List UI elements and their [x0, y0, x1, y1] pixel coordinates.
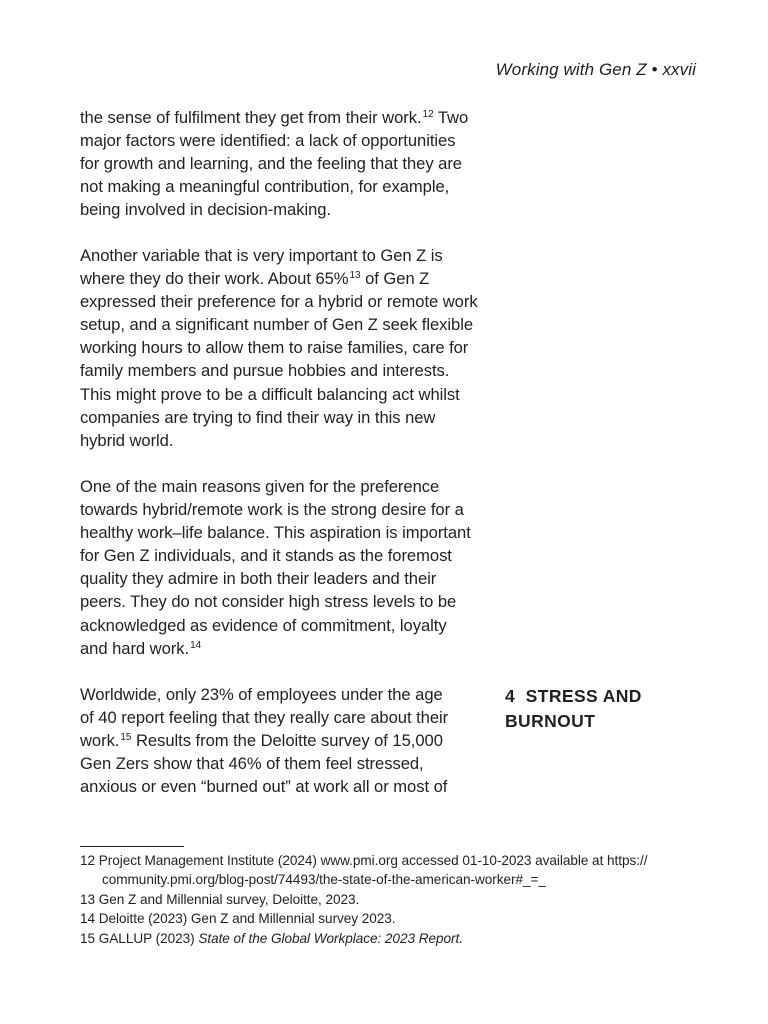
text-line — [80, 129, 490, 152]
line-text: not making a meaningful contribution, for example, — [80, 177, 450, 197]
footnote-15 — [80, 929, 710, 948]
footnote-number: 12 — [80, 853, 96, 868]
line-text: major factors were identified: a lack of opportunities — [80, 131, 456, 151]
text-line — [80, 290, 490, 313]
text-line — [80, 775, 490, 798]
text-line — [80, 359, 490, 382]
line-text: being involved in decision-making. — [80, 200, 332, 220]
line-text: and hard work. — [80, 638, 190, 658]
text-line — [80, 313, 490, 336]
footnote-text: Deloitte (2023) Gen Z and Millennial survey 2023. — [98, 911, 396, 927]
text-line — [80, 729, 490, 752]
footnote-13 — [80, 890, 710, 909]
line-text: hybrid world. — [80, 430, 174, 450]
text-line — [80, 752, 490, 775]
text-line — [80, 152, 490, 175]
section-heading — [505, 684, 705, 734]
line-text: towards hybrid/remote work is the strong desire for a — [80, 500, 464, 520]
footnote-reference[interactable]: 15 — [120, 732, 132, 744]
line-text: Worldwide, only 23% of employees under the age — [80, 685, 443, 704]
body-paragraph — [80, 106, 490, 221]
line-text: setup, and a significant number of Gen Z seek flexible — [80, 315, 474, 335]
running-head-title: Working with Gen Z — [495, 60, 647, 79]
line-text: work. — [80, 731, 120, 751]
footnote-number: 15 — [80, 930, 96, 946]
footnote-number: 14 — [80, 911, 96, 927]
section-number: 4 — [505, 686, 516, 706]
line-text: quality they admire in both their leaders and their — [80, 569, 437, 589]
text-line — [80, 406, 490, 429]
footnote-12 — [80, 851, 710, 870]
body-paragraph — [80, 475, 490, 660]
line-text: expressed their preference for a hybrid or remote work — [80, 292, 478, 312]
section-heading-line: BURNOUT — [505, 711, 596, 731]
line-text: companies are trying to find their way in this new — [80, 407, 436, 427]
footnote-reference[interactable]: 14 — [190, 639, 202, 651]
line-text: healthy work–life balance. This aspiration is important — [80, 523, 471, 543]
footnote-text: Gen Z and Millennial survey, Deloitte, 2023. — [98, 891, 360, 907]
text-line — [80, 567, 490, 590]
text-line — [80, 175, 490, 198]
line-text: for Gen Z individuals, and it stands as the foremost — [80, 546, 452, 566]
text-line — [80, 429, 490, 452]
line-text: the sense of fulfilment they get from their work. — [80, 108, 422, 127]
body-paragraph — [80, 244, 490, 452]
line-text: acknowledged as evidence of commitment, loyalty — [80, 615, 447, 635]
line-text: working hours to allow them to raise families, care for — [80, 338, 469, 358]
text-line — [80, 267, 490, 290]
line-text: where they do their work. About 65% — [80, 269, 349, 289]
line-text: Gen Zers show that 46% of them feel stressed, — [80, 754, 424, 774]
line-text: peers. They do not consider high stress levels to be — [80, 592, 457, 612]
running-head — [496, 60, 696, 80]
text-line — [80, 383, 490, 406]
footnotes — [80, 851, 710, 948]
section-heading-line — [505, 684, 705, 709]
text-line — [80, 198, 490, 221]
text-line — [80, 244, 490, 267]
line-text: One of the main reasons given for the preference — [80, 477, 440, 496]
footnote-text: Project Management Institute (2024) www.pmi.org accessed 01-10-2023 available at https:// — [98, 853, 648, 868]
footnote-divider — [80, 846, 184, 847]
text-line — [80, 637, 490, 660]
footnote-report-title: State of the Global Workplace: 2023 Report. — [198, 930, 463, 946]
text-line — [80, 336, 490, 359]
line-text: family members and pursue hobbies and interests. — [80, 361, 450, 381]
line-text: anxious or even “burned out” at work all or most of — [80, 777, 448, 797]
line-text: Results from the Deloitte survey of 15,000 — [131, 731, 443, 751]
page-number: xxvii — [662, 60, 696, 79]
text-line — [80, 498, 490, 521]
footnote-reference[interactable]: 12 — [422, 109, 434, 120]
text-line — [80, 590, 490, 613]
running-head-separator: • — [651, 60, 658, 79]
text-line — [80, 544, 490, 567]
footnote-reference[interactable]: 13 — [349, 270, 361, 282]
line-text: Another variable that is very important to Gen Z is — [80, 246, 443, 265]
line-text: of Gen Z — [360, 269, 430, 289]
footnote-14 — [80, 909, 710, 928]
text-line — [80, 706, 490, 729]
text-line — [80, 521, 490, 544]
line-text: for growth and learning, and the feeling that they are — [80, 154, 462, 174]
text-line — [80, 683, 490, 706]
text-line — [80, 475, 490, 498]
text-line — [80, 614, 490, 637]
footnote-text: GALLUP (2023) — [98, 930, 199, 946]
section-heading-text: STRESS AND — [525, 686, 642, 706]
line-text: Two — [433, 108, 469, 127]
body-paragraph — [80, 683, 490, 798]
line-text: This might prove to be a difficult balancing act whilst — [80, 384, 460, 404]
footnote-12-continuation: community.pmi.org/blog-post/74493/the-state-of-the-american-worker#_=_ — [102, 872, 546, 888]
footnote-number: 13 — [80, 891, 96, 907]
line-text: of 40 report feeling that they really care about their — [80, 708, 449, 728]
text-line — [80, 106, 490, 129]
